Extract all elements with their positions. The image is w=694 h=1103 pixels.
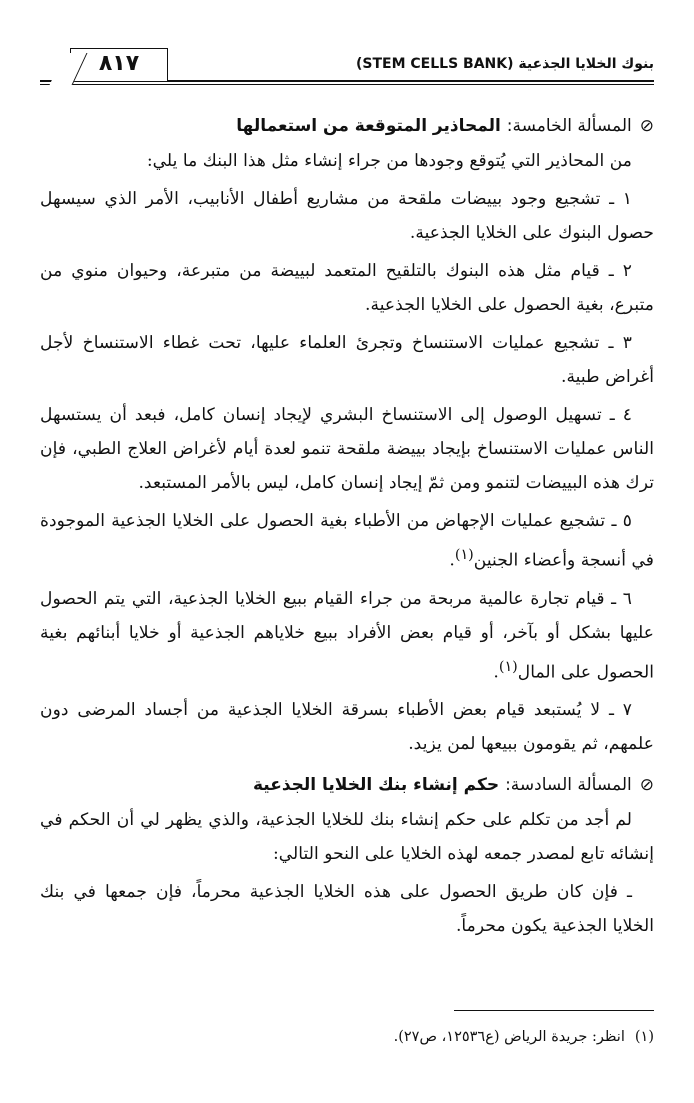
footnote-text: انظر: جريدة الرياض (ع١٢٥٣٦، ص٢٧). bbox=[393, 1029, 625, 1045]
section-marker-icon: ⊘ bbox=[639, 116, 654, 136]
page-number-box bbox=[70, 48, 168, 81]
list-item bbox=[40, 582, 654, 690]
footnote-number: (١) bbox=[634, 1029, 654, 1045]
section-5-label: المسألة الخامسة: bbox=[506, 116, 632, 136]
list-item bbox=[40, 504, 654, 578]
section-6-label: المسألة السادسة: bbox=[505, 775, 632, 796]
section-marker-icon: ⊘ bbox=[639, 775, 654, 796]
list-item-text: ٥ ـ تشجيع عمليات الإجهاض من الأطباء بغية الحصول على الخلايا الجذعية الموجودة في أنسجة وأعضاء الجنين bbox=[40, 511, 654, 571]
section-6-intro: لم أجد من تكلم على حكم إنشاء بنك للخلايا الجذعية، والذي يظهر لي أن الحكم في إنشائه تابع لمصدر جمعه لهذه الخلايا على النحو التالي: bbox=[40, 810, 654, 865]
list-item: ٤ ـ تسهيل الوصول إلى الاستنساخ البشري لإيجاد إنسان كامل، فبعد أن يستسهل الناس عمليات الاستنساخ بإيجاد بييضة ملقحة تنمو لعدة أيام لأغراض العلاج الطبي، فإن ترك هذه البييضات لتنمو ومن ثمّ إيجاد إنسان كامل، ليس بالأمر المستبعد. bbox=[40, 405, 654, 493]
section-5-title: المحاذير المتوقعة من استعمالها bbox=[236, 116, 501, 136]
header-title: بنوك الخلايا الجذعية (STEM CELLS BANK) bbox=[355, 56, 654, 72]
footnote-ref: (١) bbox=[454, 547, 474, 563]
page-number: ٨١٧ bbox=[98, 51, 140, 76]
page-body bbox=[40, 108, 654, 947]
list-item: ـ فإن كان طريق الحصول على هذه الخلايا الجذعية محرماً، فإن جمعها في بنك الخلايا الجذعية يكون محرماً. bbox=[40, 882, 654, 937]
list-item: ٣ ـ تشجيع عمليات الاستنساخ وتجرئ العلماء عليها، تحت غطاء الاستنساخ لأجل أغراض طبية. bbox=[40, 333, 654, 387]
section-5-heading bbox=[40, 108, 654, 144]
header-rule-thin bbox=[40, 84, 654, 85]
footnote-ref: (١) bbox=[498, 658, 518, 675]
list-item-text: ٦ ـ قيام تجارة عالمية مربحة من جراء القيام ببيع الخلايا الجذعية، التي يتم الحصول عليها بشكل أو بآخر، أو قيام بعض الأفراد ببيع خلاياهم الجذعية أو خلايا أبنائهم بغية الحصول على المال bbox=[40, 588, 654, 683]
footnote bbox=[40, 1026, 654, 1048]
list-item-end: . bbox=[449, 550, 455, 571]
section-5-intro: من المحاذير التي يُتوقع وجودها من جراء إنشاء مثل هذا البنك ما يلي: bbox=[146, 151, 632, 171]
list-item-end: . bbox=[493, 662, 499, 683]
list-item: ٢ ـ قيام مثل هذه البنوك بالتلقيح المتعمد لبييضة من متبرعة، وحيوان منوي من متبرع، بغية الحصول على الخلايا الجذعية. bbox=[40, 261, 654, 315]
running-header bbox=[40, 42, 654, 92]
list-item: ١ ـ تشجيع وجود بييضات ملقحة من مشاريع أطفال الأنابيب، الأمر الذي سيسهل حصول البنوك على الخلايا الجذعية. bbox=[40, 189, 654, 243]
section-6-title: حكم إنشاء بنك الخلايا الجذعية bbox=[252, 775, 500, 796]
section-6-heading bbox=[40, 767, 654, 803]
list-item: ٧ ـ لا يُستبعد قيام بعض الأطباء بسرقة الخلايا الجذعية من أجساد المرضى دون علمهم، ثم يقومون ببيعها لمن يزيد. bbox=[40, 700, 654, 755]
footnote-rule bbox=[454, 1010, 654, 1011]
